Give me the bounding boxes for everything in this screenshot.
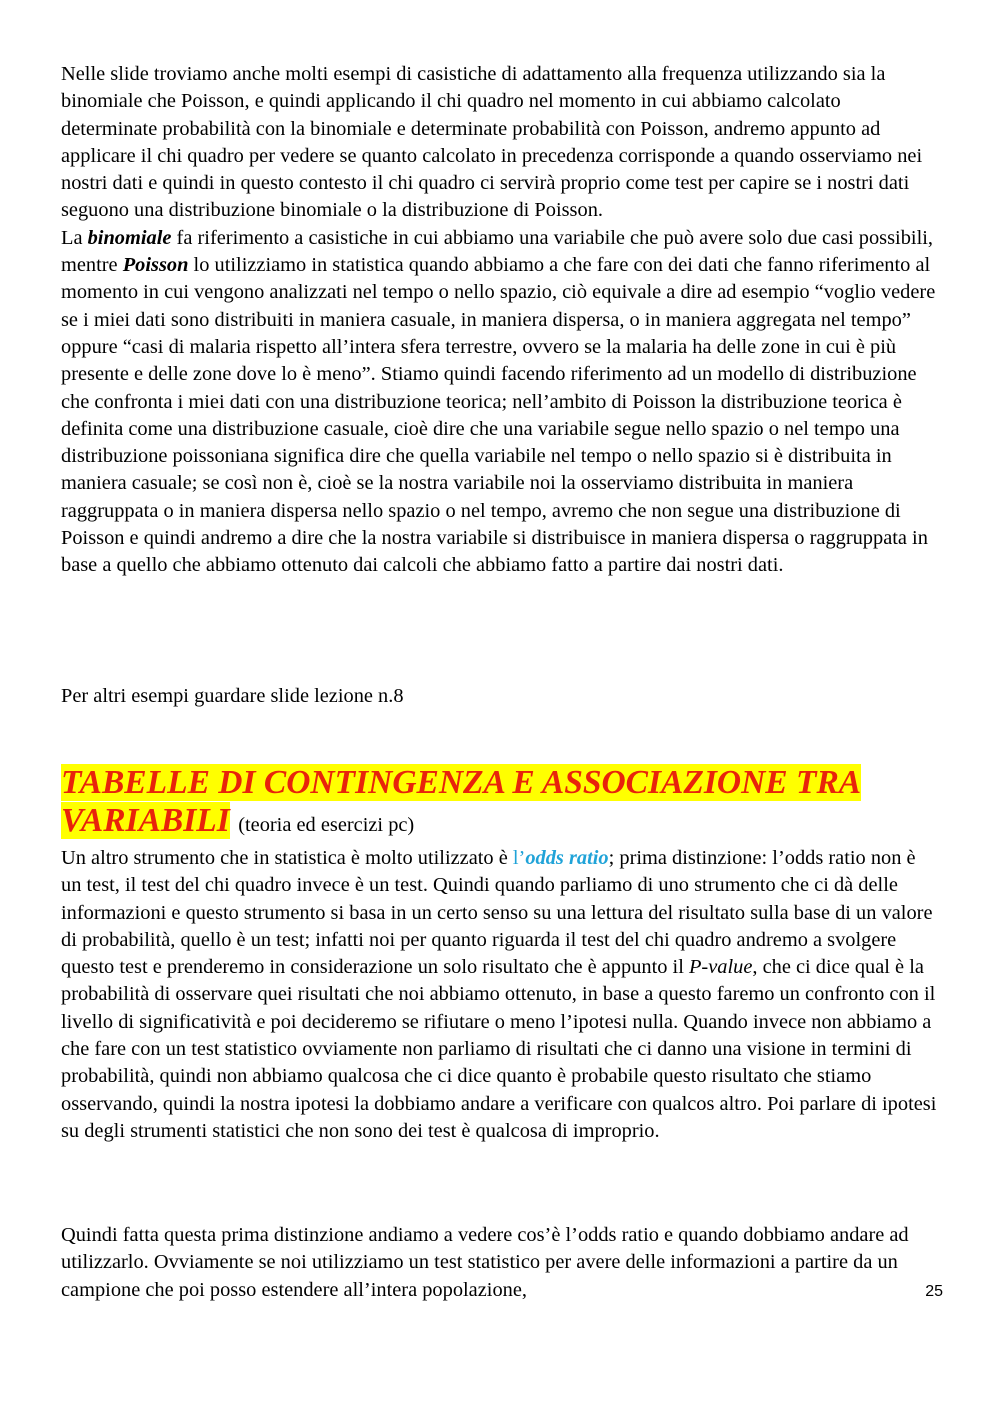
section-odds-ratio bbox=[61, 845, 941, 1145]
term-p-value: P-value bbox=[688, 956, 753, 979]
heading-note: (teoria ed esercizi pc) bbox=[238, 814, 415, 836]
term-poisson: Poisson bbox=[122, 254, 189, 277]
paragraph-binomial-poisson: La binomiale fa riferimento a casistiche in cui abbiamo una variabile che può avere solo due casi possibili, mentre Poisson lo utilizziamo in statistica quando abbiamo a che fare con dei dati che fanno riferimento al momento in cui vengono analizzati nel tempo o nello spazio, ciò equivale a dire ad esempio “voglio vedere se i miei dati sono distribuiti in maniera casuale, in maniera dispersa, o in maniera aggregata nel tempo” oppure “casi di malaria rispetto all’intera sfera terrestre, ovvero se la malaria ha delle zone in cui è più presente e delle zone dove lo è meno”. Stiamo quindi facendo riferimento ad un modello di distribuzione che confronta i miei dati con una distribuzione teorica; nell’ambito di Poisson la distribuzione teorica è definita come una distribuzione casuale, cioè dire che una variabile segue nello spazio o nel tempo una distribuzione poissoniana significa dire che quella variabile nel tempo o nello spazio si è distribuita in maniera casuale; se così non è, cioè se la nostra variabile noi la osserviamo distribuita in maniera raggruppata o in maniera dispersa nello spazio o nel tempo, avremo che non segue una distribuzione di Poisson e quindi andremo a dire che la nostra variabile si distribuisce in maniera dispersa o raggruppata in base a quello che abbiamo ottenuto dai calcoli che abbiamo fatto a partire dai nostri dati. bbox=[61, 226, 936, 577]
paragraph-odds-ratio-intro: Un altro strumento che in statistica è molto utilizzato è l’odds ratio; prima distinzione: l’odds ratio non è un test, il test del chi quadro invece è un test. Quindi quando parliamo di uno strumento che ci dà delle informazioni e questo strumento si basa in un certo senso su una lettura del risultato sulla base di un valore di probabilità, quello è un test; infatti noi per quanto riguarda il test del chi quadro andremo a svolgere questo test e prenderemo in considerazione un solo risultato che è appunto il P-value, che ci dice qual è la probabilità di osservare quei risultati che noi abbiamo ottenuto, in base a questo faremo un confronto con il livello di significatività e poi decideremo se rifiutare o meno l’ipotesi nulla. Quando invece non abbiamo a che fare con un test statistico ovviamente non parliamo di risultati che ci danno una visione in termini di probabilità, quindi non abbiamo qualcosa che ci dice quanto è probabile questo risultato che stiamo osservando, quindi la nostra ipotesi la dobbiamo andare a verificare con qualcos altro. Poi parlare di ipotesi su degli strumenti statistici che non sono dei test è qualcosa di improprio. bbox=[61, 847, 937, 1142]
page-number: 25 bbox=[925, 1283, 943, 1300]
heading-line-1: TABELLE DI CONTINGENZA E ASSOCIAZIONE TRA bbox=[61, 764, 862, 801]
paragraph-odds-ratio-usage: Quindi fatta questa prima distinzione andiamo a vedere cos’è l’odds ratio e quando dobbiamo andare ad utilizzarlo. Ovviamente se noi utilizziamo un test statistico per avere delle informazioni a partire da un campione che poi posso estendere all’intera popolazione, bbox=[61, 1224, 909, 1301]
paragraph-more-examples: Per altri esempi guardare slide lezione n.8 bbox=[61, 685, 404, 707]
section-heading bbox=[61, 764, 951, 844]
paragraph-chi-square-fit: Nelle slide troviamo anche molti esempi di casistiche di adattamento alla frequenza utilizzando sia la binomiale che Poisson, e quindi applicando il chi quadro nel momento in cui abbiamo calcolato determinate probabilità con la binomiale e determinate probabilità con Poisson, andremo appunto ad applicare il chi quadro per vedere se quanto calcolato in precedenza corrisponde a quando osserviamo nei nostri dati e quindi in questo contesto il chi quadro ci servirà proprio come test per capire se i nostri dati seguono una distribuzione binomiale o la distribuzione di Poisson. bbox=[61, 63, 923, 222]
heading-line-2: VARIABILI bbox=[61, 802, 230, 839]
term-odds-ratio: odds ratio bbox=[525, 847, 609, 869]
section-poisson-binomial bbox=[61, 61, 941, 580]
term-binomiale: binomiale bbox=[87, 226, 172, 249]
